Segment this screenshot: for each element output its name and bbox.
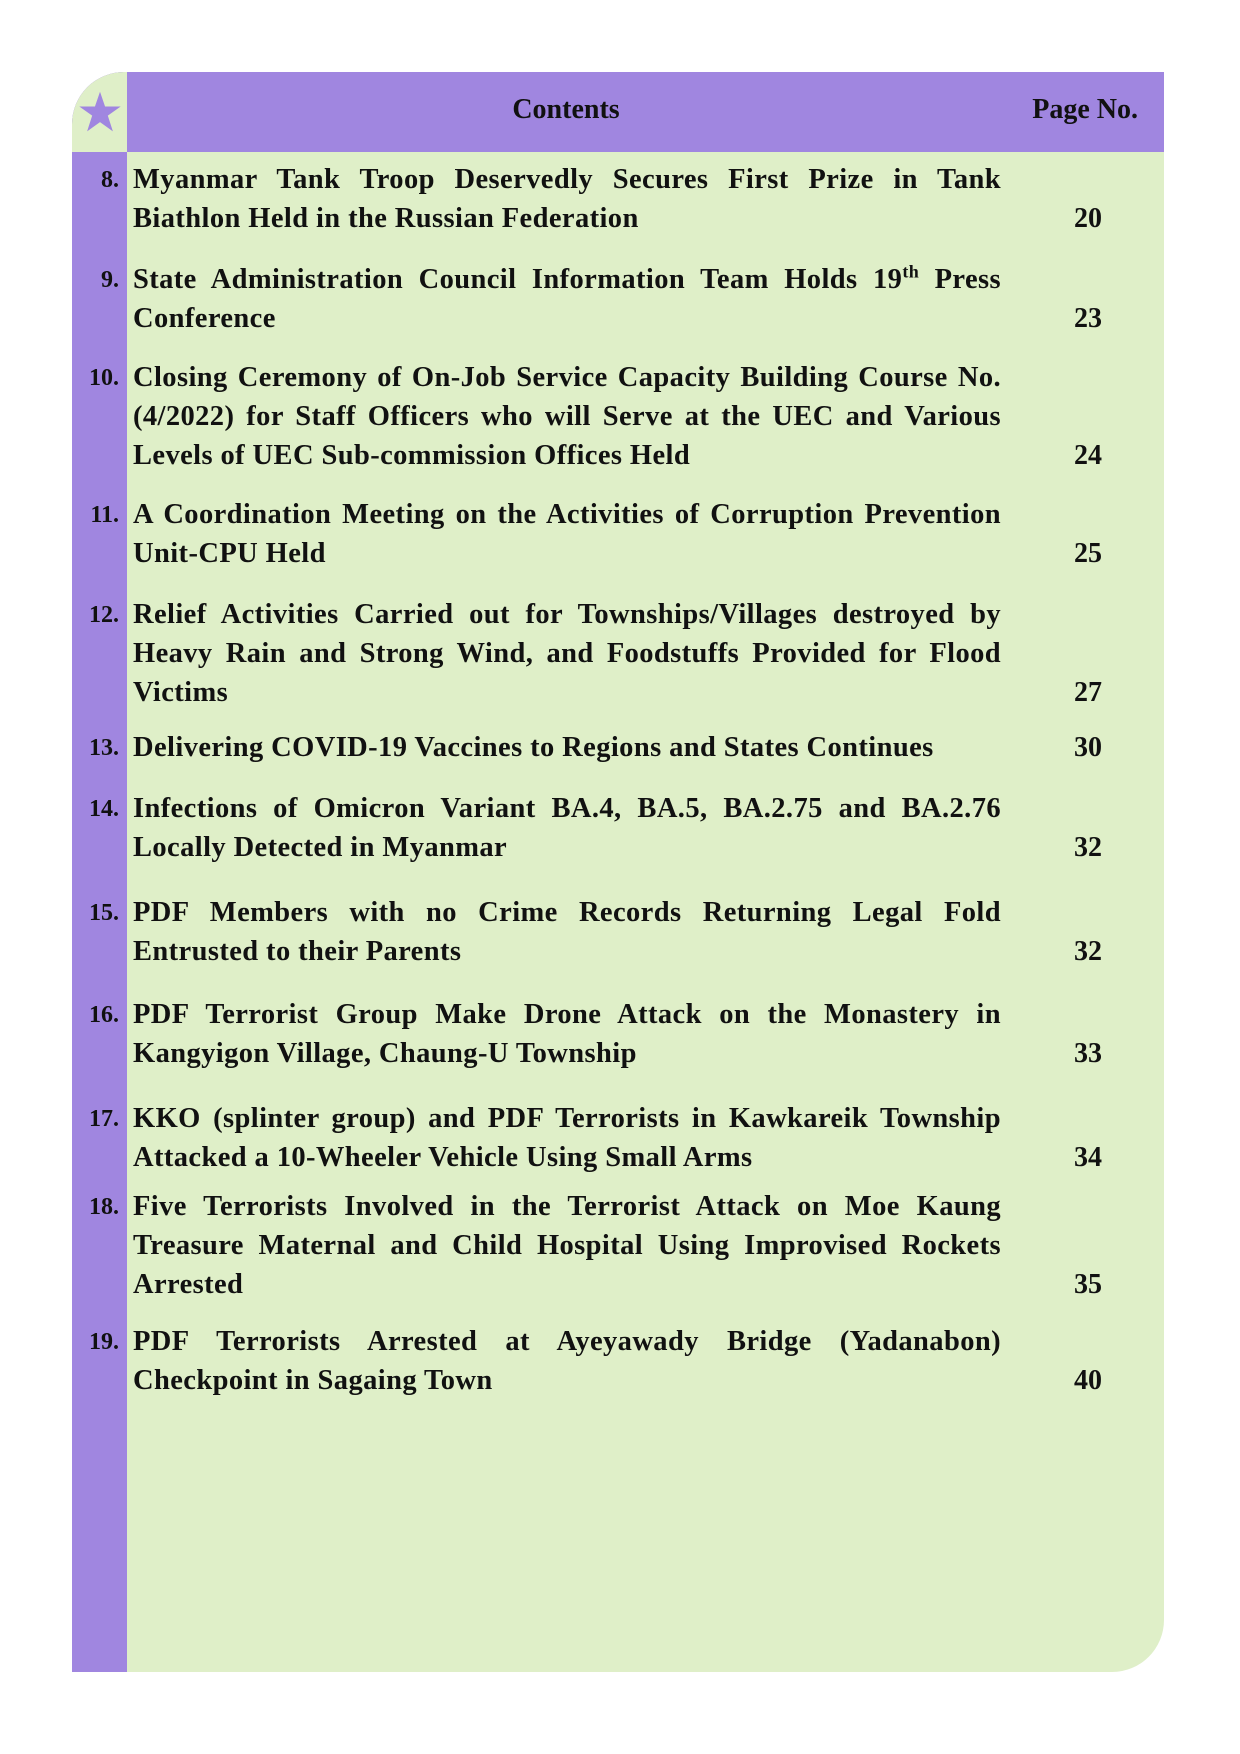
contents-entry-13[interactable] — [72, 728, 1164, 767]
entry-page: 33 — [1074, 1038, 1102, 1069]
entry-page: 27 — [1074, 677, 1102, 708]
entry-page: 32 — [1074, 936, 1102, 967]
entry-number: 10. — [89, 365, 119, 391]
entry-title: Infections of Omicron Variant BA.4, BA.5, BA.2.75 and BA.2.76 Locally Detected in Myanmar — [133, 793, 1001, 863]
entry-title: Myanmar Tank Troop Deservedly Secures First Prize in Tank Biathlon Held in the Russian Federation — [133, 164, 1001, 234]
entry-number: 8. — [101, 167, 119, 193]
entry-page: 30 — [1074, 732, 1102, 763]
contents-entry-19[interactable] — [72, 1322, 1164, 1400]
contents-entry-10[interactable] — [72, 358, 1164, 475]
star-icon — [77, 89, 123, 135]
entry-page: 32 — [1074, 832, 1102, 863]
entry-page: 35 — [1074, 1269, 1102, 1300]
contents-entry-12[interactable] — [72, 595, 1164, 712]
entry-number: 14. — [89, 796, 119, 822]
entry-page: 34 — [1074, 1142, 1102, 1173]
entry-title: KKO (splinter group) and PDF Terrorists in Kawkareik Township Attacked a 10-Wheeler Vehicle Using Small Arms — [133, 1103, 1001, 1173]
entry-page: 23 — [1074, 303, 1102, 334]
entry-title: Closing Ceremony of On-Job Service Capacity Building Course No. (4/2022) for Staff Officers who will Serve at the UEC and Various Levels of UEC Sub-commission Offices Held — [133, 362, 1001, 471]
entry-title: PDF Members with no Crime Records Returning Legal Fold Entrusted to their Parents — [133, 897, 1001, 967]
entry-title: Five Terrorists Involved in the Terrorist Attack on Moe Kaung Treasure Maternal and Child Hospital Using Improvised Rockets Arrested — [133, 1191, 1001, 1300]
entry-title-main: State Administration Council Information Team Holds 19 — [133, 264, 903, 295]
entry-title: Delivering COVID-19 Vaccines to Regions and States Continues — [133, 732, 934, 763]
contents-entry-14[interactable] — [72, 789, 1164, 867]
entry-title-rest: Press Conference — [133, 264, 1001, 334]
contents-entry-11[interactable] — [72, 495, 1164, 573]
contents-entry-17[interactable] — [72, 1099, 1164, 1177]
contents-entry-9[interactable] — [72, 260, 1164, 338]
entry-page: 25 — [1074, 538, 1102, 569]
entry-title: PDF Terrorists Arrested at Ayeyawady Bridge (Yadanabon) Checkpoint in Sagaing Town — [133, 1326, 1001, 1396]
entry-number: 9. — [101, 267, 119, 293]
entry-page: 24 — [1074, 440, 1102, 471]
entry-title: Relief Activities Carried out for Townships/Villages destroyed by Heavy Rain and Strong Wind, and Foodstuffs Provided for Flood Victims — [133, 599, 1001, 708]
entry-title — [133, 260, 1001, 338]
contents-entry-8[interactable] — [72, 160, 1164, 238]
contents-entry-18[interactable] — [72, 1187, 1164, 1304]
page-no-heading: Page No. — [1032, 94, 1138, 125]
entry-number: 15. — [89, 900, 119, 926]
contents-panel — [72, 72, 1164, 1672]
entry-number: 11. — [90, 502, 119, 528]
entry-number: 16. — [89, 1002, 119, 1028]
entry-title: PDF Terrorist Group Make Drone Attack on the Monastery in Kangyigon Village, Chaung-U Township — [133, 999, 1001, 1069]
contents-list — [72, 160, 1164, 1400]
entry-number: 19. — [89, 1329, 119, 1355]
contents-entry-15[interactable] — [72, 893, 1164, 971]
contents-header-bar — [127, 72, 1164, 152]
entry-number: 18. — [89, 1194, 119, 1220]
contents-heading: Contents — [512, 94, 620, 125]
entry-title-superscript: th — [902, 261, 920, 282]
entry-number: 12. — [89, 602, 119, 628]
entry-number: 17. — [89, 1106, 119, 1132]
entry-number: 13. — [89, 735, 119, 761]
entry-title: A Coordination Meeting on the Activities of Corruption Prevention Unit-CPU Held — [133, 499, 1001, 569]
contents-entry-16[interactable] — [72, 995, 1164, 1073]
entry-page: 20 — [1074, 203, 1102, 234]
entry-page: 40 — [1074, 1365, 1102, 1396]
